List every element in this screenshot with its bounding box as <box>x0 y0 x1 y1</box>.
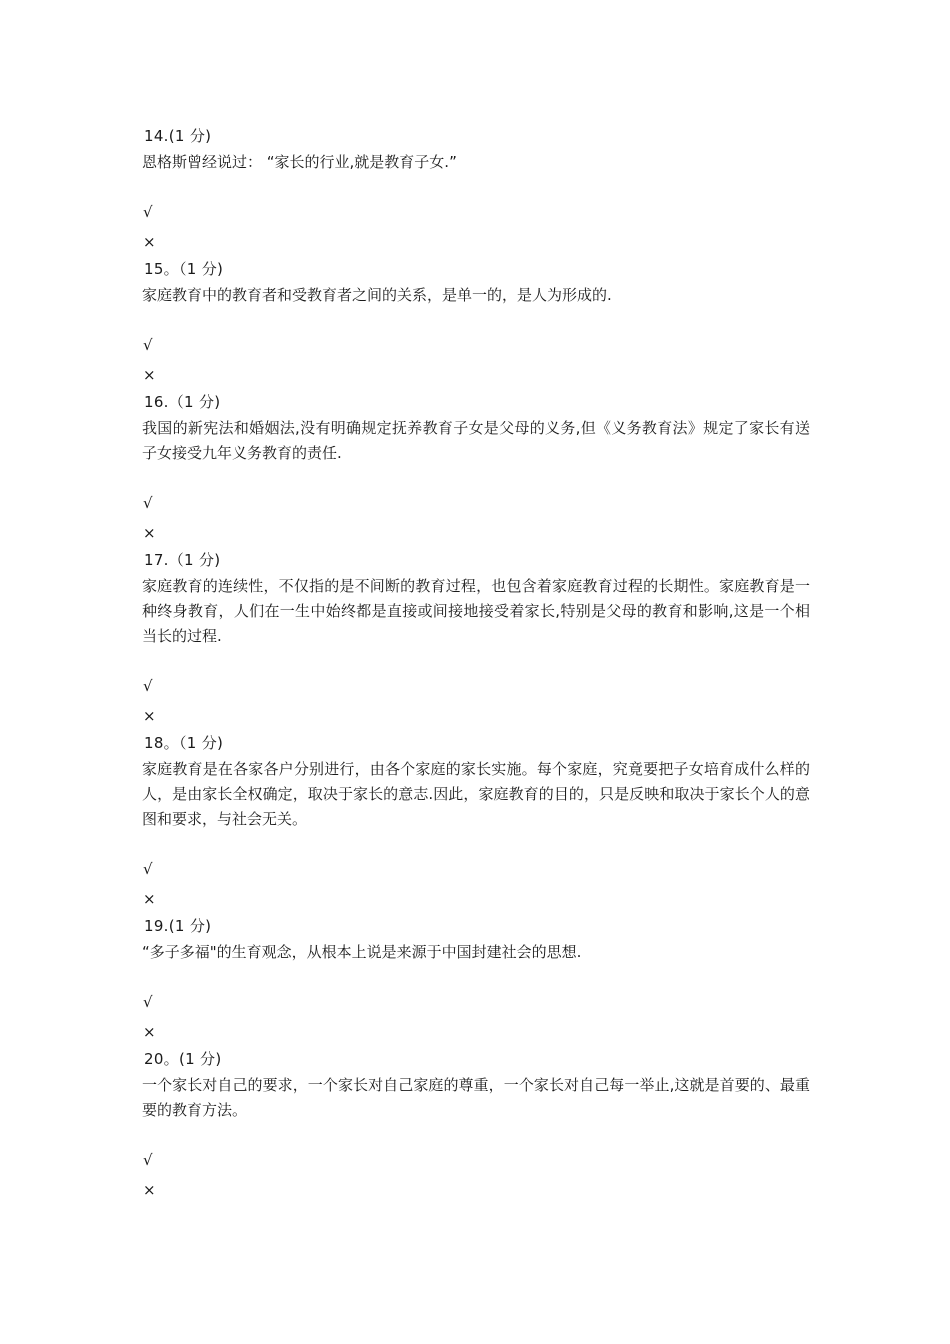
question-17 <box>142 548 810 731</box>
option-true[interactable]: √ <box>143 1151 153 1169</box>
question-14 <box>142 124 810 257</box>
question-18 <box>142 731 810 914</box>
question-number: 16.（1 分) <box>144 393 221 411</box>
option-true[interactable]: √ <box>143 860 153 878</box>
question-text: 家庭教育中的教育者和受教育者之间的关系，是单一的，是人为形成的. <box>142 286 612 304</box>
option-true[interactable]: √ <box>143 336 153 354</box>
question-number: 18。（1 分) <box>144 734 224 752</box>
question-number: 15。（1 分) <box>144 260 224 278</box>
question-text: 我国的新宪法和婚姻法,没有明确规定抚养教育子女是父母的义务,但《义务教育法》规定了家长有送子女接受九年义务教育的责任. <box>142 419 810 462</box>
spacer <box>142 649 810 671</box>
option-false[interactable]: × <box>143 1023 156 1041</box>
option-false[interactable]: × <box>143 1181 156 1199</box>
option-false[interactable]: × <box>143 366 156 384</box>
question-number: 17.（1 分) <box>144 551 221 569</box>
option-true[interactable]: √ <box>143 494 153 512</box>
spacer <box>142 965 810 987</box>
question-number: 14.(1 分) <box>144 127 212 145</box>
question-15 <box>142 257 810 390</box>
question-text: 家庭教育的连续性，不仅指的是不间断的教育过程，也包含着家庭教育过程的长期性。家庭教育是一种终身教育，人们在一生中始终都是直接或间接地接受着家长,特别是父母的教育和影响,这是一个相当长的过程. <box>142 577 810 645</box>
question-19 <box>142 914 810 1047</box>
question-list <box>142 124 810 1205</box>
question-text: “多子多福"的生育观念，从根本上说是来源于中国封建社会的思想. <box>142 943 582 961</box>
spacer <box>142 466 810 488</box>
question-16 <box>142 390 810 548</box>
option-true[interactable]: √ <box>143 993 153 1011</box>
option-false[interactable]: × <box>143 707 156 725</box>
option-false[interactable]: × <box>143 890 156 908</box>
question-number: 19.(1 分) <box>144 917 212 935</box>
option-true[interactable]: √ <box>143 203 153 221</box>
spacer <box>142 308 810 330</box>
spacer <box>142 175 810 197</box>
question-text: 一个家长对自己的要求，一个家长对自己家庭的尊重，一个家长对自己每一举止,这就是首要的、最重要的教育方法。 <box>142 1076 810 1119</box>
option-false[interactable]: × <box>143 233 156 251</box>
question-20 <box>142 1047 810 1205</box>
question-number: 20。(1 分) <box>144 1050 222 1068</box>
question-text: 家庭教育是在各家各户分别进行，由各个家庭的家长实施。每个家庭，究竟要把子女培育成什么样的人，是由家长全权确定，取决于家长的意志.因此，家庭教育的目的，只是反映和取决于家长个人的意图和要求，与社会无关。 <box>142 760 810 828</box>
spacer <box>142 1123 810 1145</box>
option-false[interactable]: × <box>143 524 156 542</box>
question-text: 恩格斯曾经说过： “家长的行业,就是教育子女.” <box>142 153 457 171</box>
spacer <box>142 832 810 854</box>
option-true[interactable]: √ <box>143 677 153 695</box>
